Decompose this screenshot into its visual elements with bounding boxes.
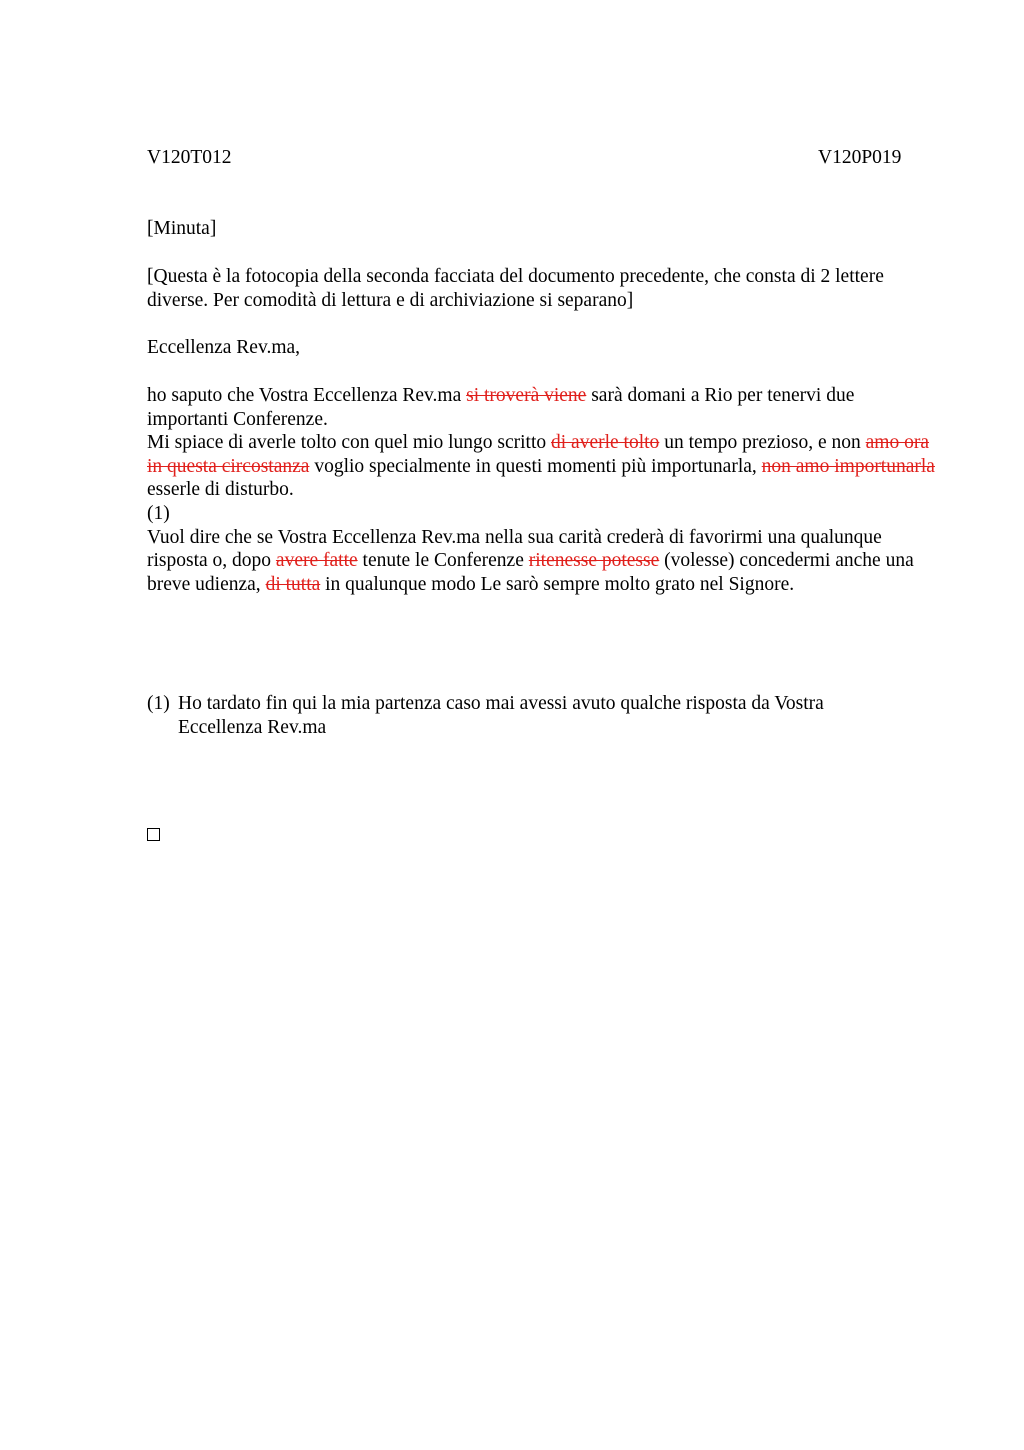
text-run: Mi spiace di averle tolto con quel mio lungo scritto [147,432,551,454]
document-code-left: V120T012 [147,147,232,168]
salutation: Eccellenza Rev.ma, [147,337,301,358]
text-run: voglio specialmente in questi momenti più importunarla, [309,455,762,477]
deleted-text: avere fatte [275,550,358,572]
archival-note: [Questa è la fotocopia della seconda facciata del documento precedente, che consta di 2 lettere diverse. Per comodità di lettura e di archiviazione si separano] [147,266,884,311]
document-code-right: V120P019 [818,147,902,168]
footnote-text: Ho tardato fin qui la mia partenza caso mai avessi avuto qualche risposta da Vostra Eccellenza Rev.ma [178,693,824,738]
letter-paragraph-1 [147,384,937,596]
text-run: ho saputo che Vostra Eccellenza Rev.ma [147,385,467,406]
deleted-text: amo ora in questa circostanza [147,432,930,477]
text-run: sarà domani a Rio per tenervi due importanti Conferenze. [147,385,855,430]
text-run: (volesse) concedermi anche una breve udienza, [147,550,914,595]
minuta-label: [Minuta] [147,218,217,239]
text-run: un tempo prezioso, e non [659,432,866,454]
footnote-number: (1) [147,693,170,714]
text-run: Vuol dire che se Vostra Eccellenza Rev.ma nella sua carità crederà di favorirmi una qualunque risposta o, dopo [147,526,882,572]
text-run: tenute le Conferenze [357,550,529,572]
empty-box-icon [147,828,160,841]
text-run: in qualunque modo Le sarò sempre molto grato nel Signore. [320,573,795,595]
deleted-text: non amo importunarla [761,455,935,477]
text-run: esserle di disturbo. [147,479,294,501]
footnote-marker: (1) [147,502,170,524]
deleted-text: ritenesse potesse [528,550,660,572]
deleted-text: di averle tolto [551,432,660,454]
deleted-text: di tutta [265,573,321,595]
deleted-text: si troverà viene [466,385,587,406]
